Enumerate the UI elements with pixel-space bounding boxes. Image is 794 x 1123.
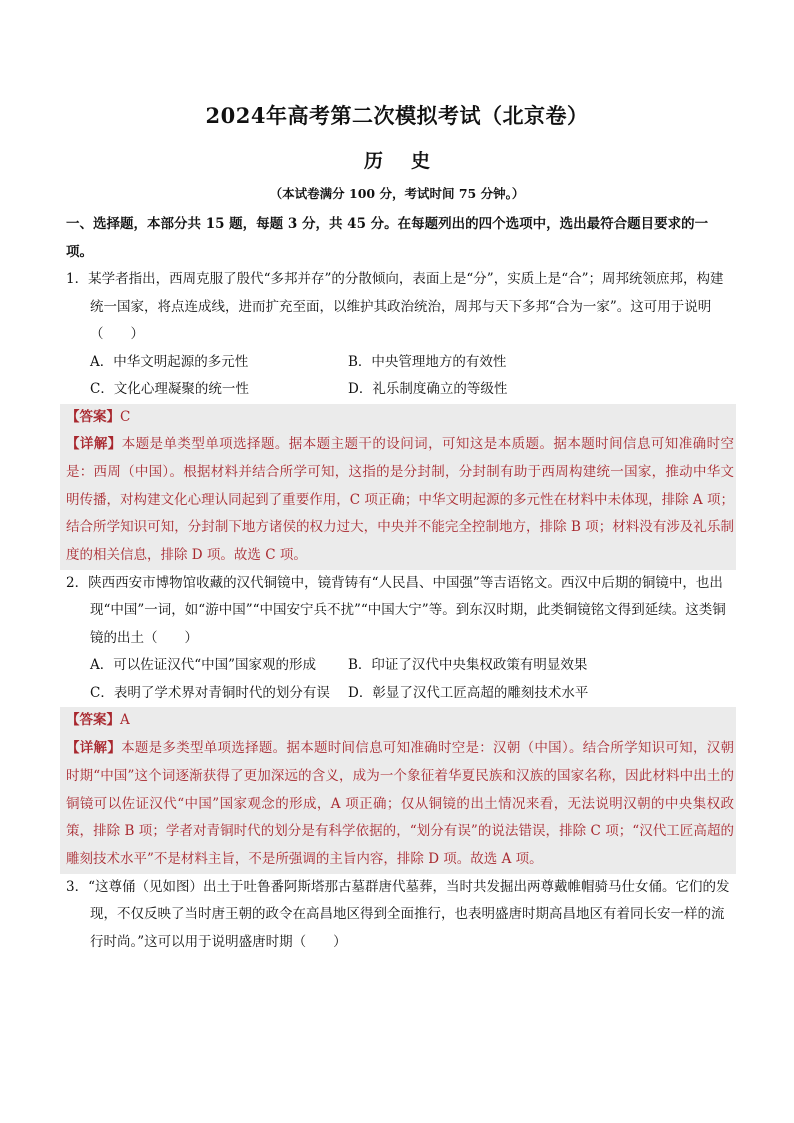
option-b: B．印证了汉代中央集权政策有明显效果	[348, 657, 588, 674]
explanation-tag: 【详解】	[66, 436, 122, 452]
option-d: D．彰显了汉代工匠高超的雕刻技术水平	[348, 684, 589, 701]
answer-value: C	[120, 408, 131, 425]
option-a: A．中华文明起源的多元性	[90, 353, 249, 370]
answer-value: A	[120, 712, 130, 729]
answer-block	[60, 707, 736, 735]
section-heading: 一、选择题，本部分共 15 题，每题 3 分，共 45 分。在每题列出的四个选项中，选出最符合题目要求的一项。	[66, 216, 709, 260]
question-1-stem: 1．某学者指出，西周克服了殷代“多邦并存”的分散倾向，表面上是“分”，实质上是“合”；周邦统领庶邦，构建统一国家，将点连成线，进而扩充至面，以维护其政治统治，周邦与天下多邦“合为一家”。这可用于说明（ ）	[66, 271, 724, 342]
answer-tag: 【答案】	[66, 408, 120, 425]
question-1-options	[66, 349, 732, 404]
explanation-tag: 【详解】	[66, 739, 122, 756]
exam-content	[66, 210, 735, 956]
question-3-stem: 3．“这尊俑（见如图）出土于吐鲁番阿斯塔那古墓群唐代墓葬，当时共发掘出两尊戴帷帽骑马仕女俑。它们的发现，不仅反映了当时唐王朝的政令在高昌地区得到全面推行，也表明盛唐时期高昌地区有着同长安一样的流行时尚。”这可以用于说明盛唐时期（ ）	[66, 878, 730, 950]
question-2	[66, 570, 735, 874]
question-2-options	[66, 652, 732, 707]
option-c: C．文化心理凝聚的统一性	[90, 381, 249, 397]
subject-heading: 历史	[363, 150, 458, 172]
option-c: C．表明了学术界对青铜时代的划分有误	[90, 684, 330, 701]
question-3	[66, 874, 732, 957]
question-2-stem: 2．陕西西安市博物馆收藏的汉代铜镜中，镜背铸有“人民昌、中国强”等吉语铭文。西汉中后期的铜镜中，也出现“中国”一词，如“游中国”“中国安宁兵不扰”“中国大宁”等。到东汉时期，此类铜镜铭文得到延续。这类铜镜的出土（ ）	[66, 574, 726, 646]
explanation-text: 本题是多类型单项选择题。据本题时间信息可知准确时空是：汉朝（中国）。结合所学知识可知，汉朝时期“中国”这个词逐渐获得了更加深远的含义，成为一个象征着华夏民族和汉族的国家名称，因此材料中出土的铜镜可以佐证汉代“中国”国家观念的形成，A 项正确；仅从铜镜的出土情况来看，无法说明汉朝的中央集权政策，排除 B 项；学者对青铜时代的划分是有科学依据的，“划分有误”的说法错误，排除 C 项；“汉代工匠高超的雕刻技术水平”不是材料主旨，不是所强调的主旨内容，排除 D 项。故选 A 项。	[66, 739, 735, 868]
explanation-block	[60, 735, 736, 874]
answer-tag: 【答案】	[66, 712, 120, 729]
option-b: B．中央管理地方的有效性	[348, 353, 507, 370]
question-1	[66, 266, 732, 570]
option-d: D．礼乐制度确立的等级性	[348, 381, 508, 397]
explanation-text: 本题是单类型单项选择题。据本题主题干的设问词，可知这是本质题。据本题时间信息可知准确时空是：西周（中国）。根据材料并结合所学可知，这指的是分封制，分封制有助于西周构建统一国家，推动中华文明传播，对构建文化心理认同起到了重要作用，C 项正确；中华文明起源的多元性在材料中未体现，排除 A 项；结合所学知识可知，分封制下地方诸侯的权力过大，中央并不能完全控制地方，排除 B 项；材料没有涉及礼乐制度的相关信息，排除 D 项。故选 C 项。	[66, 436, 734, 564]
exam-note: （本试卷满分 100 分，考试时间 75 分钟。）	[269, 186, 525, 201]
option-a: A．可以佐证汉代“中国”国家观的形成	[90, 657, 317, 674]
answer-block	[60, 404, 736, 432]
explanation-block	[60, 431, 736, 570]
exam-title: 2024年高考第二次模拟考试（北京卷）	[205, 103, 589, 128]
